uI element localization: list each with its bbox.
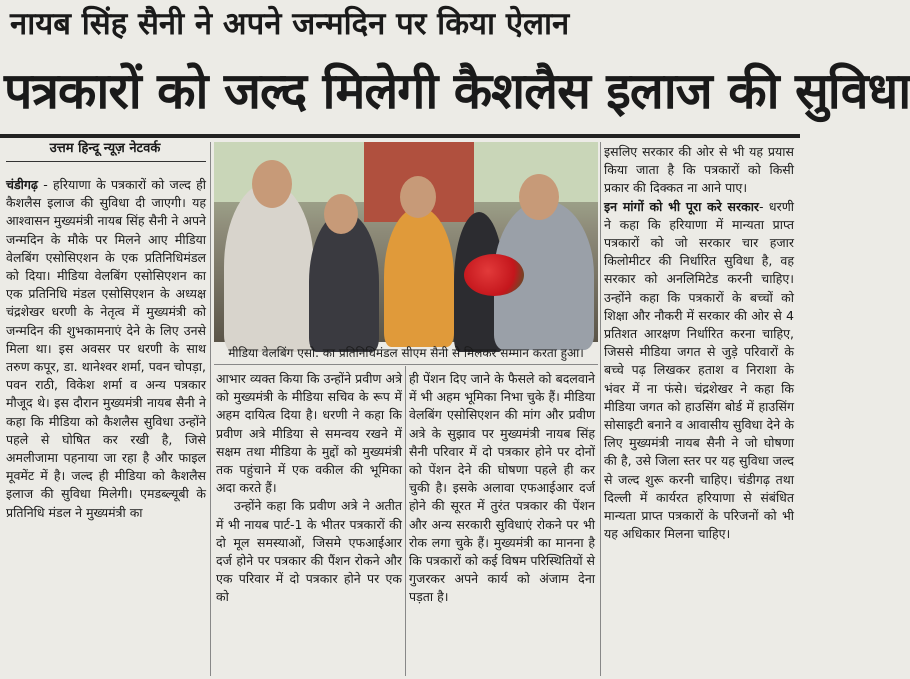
news-photo [214,142,598,342]
photo-face-2 [324,194,358,234]
photo-face-1 [252,160,292,208]
column-4 [604,143,794,676]
dateline: चंडीगढ़ [6,177,38,192]
bouquet [464,254,524,296]
photo-face-4 [519,174,559,220]
col3-text: ही पेंशन दिए जाने के फैसले को बदलवाने में भी अहम भूमिका निभा चुके हैं। मीडिया वेलबिंग एसोसिएशन की मांग और प्रवीण अत्रे के सुझाव पर मुख्यमंत्री नायब सिंह सैनी परिवार में दो पत्रकार होने पर दोनों को पेंशन देने की घोषणा पहले ही कर चुकी है। इसके अलावा एफआईआर दर्ज होने की सूरत में तुरंत पत्रकार की पेंशन और अन्य सरकारी सुविधाएं रोकने पर भी रोक लगा चुके हैं। मुख्यमंत्री का मानना है कि पत्रकारों को कई विषम परिस्थितियों से गुजरकर अपने कार्य को अंजाम देना पड़ता है। [409,371,595,605]
column-divider-3 [600,142,601,676]
column-divider-2 [405,366,406,676]
main-headline: पत्रकारों को जल्द मिलेगी कैशलैस इलाज की सुविधा [4,62,910,120]
photo-caption: मीडिया वेलबिंग एसो. का प्रतिनिधिमंडल सीएम सैनी से मिलकर सम्मान करता हुआ। [214,342,598,365]
subheading: इन मांगों को भी पूरा करे सरकार [604,198,760,214]
column-2 [216,370,402,676]
column-divider-1 [210,142,211,676]
col4-paragraph-1: इसलिए सरकार की ओर से भी यह प्रयास किया जाता है कि पत्रकारों को किसी प्रकार की दिक्कत ना आने पाए। [604,144,794,196]
column-3 [409,370,595,676]
kicker-headline: नायब सिंह सैनी ने अपने जन्मदिन पर किया ऐलान [10,6,570,42]
col4-paragraph-2: - धरणी ने कहा कि हरियाणा में मान्यता प्राप्त पत्रकारों को जो सरकार चार हजार किलोमीटर की निर्धारित सुविधा है, वह सरकार को अनलिमिटेड करनी चाहिए। उन्होंने कहा कि पत्रकारों के बच्चों को शिक्षा और नौकरी में सरकार की ओर से 4 प्रतिशत आरक्षण निर्धारित करना चाहिए, जिससे मीडिया जगत से जुड़े परिवारों के बच्चे पढ़ लिखकर हताश व निराशा के भंवर में ना फंसे। चंद्रशेखर ने कहा कि मीडिया जगत को हाउसिंग बोर्ड में हाउसिंग सोसाइटी बनाने व आवासीय सुविधा देने के लिए मुख्यमंत्री नायब सैनी ने जो घोषणा की है, उसे जिला स्तर पर यह सुविधा जल्द से जल्द शुरू करनी चाहिए। चंडीगढ़ तथा दिल्ली में कार्यरत हरियाणा से संबंधित मान्यता प्राप्त पत्रकारों के परिजनों को भी यह अधिकार मिलना चाहिए। [604,198,794,542]
byline-rule [6,161,206,162]
photo-face-cm [400,176,436,218]
col2-paragraph-1: आभार व्यक्त किया कि उन्होंने प्रवीण अत्रे को मुख्यमंत्री के मीडिया सचिव के रूप में अहम दायित्व दिया है। धरणी ने कहा कि प्रवीण अत्रे मीडिया से समन्वय रखने में सक्षम तथा मीडिया के मुद्दों को मुख्यमंत्री तक पहुंचाने में एक वकील की भूमिका अदा करते हैं। [216,371,402,496]
column-1 [6,176,206,676]
photo-person-cm [384,207,454,347]
col2-paragraph-2: उन्होंने कहा कि प्रवीण अत्रे ने अतीत में भी नायब पार्ट-1 के भीतर पत्रकारों की दो मूल समस्याओं, जिसमे एफआईआर दर्ज होने पर पत्रकार की पैंशन रोकने और एक परिवार में दो पत्रकार होने पर एक को [216,498,402,605]
byline: उत्तम हिन्दू न्यूज़ नेटवर्क [49,141,161,156]
col1-text: - हरियाणा के पत्रकारों को जल्द ही कैशलैस इलाज की सुविधा दी जाएगी। यह आश्वासन मुख्यमंत्री नायब सिंह सैनी ने अपने जन्मदिन के मौके पर मिलने आए मीडिया वेलबिंग एसोसिएशन के एक प्रतिनिधिमंडल को दिया। मीडिया वेलबिंग एसोसिएशन का एक प्रतिनिधि मंडल एसोसिएशन के अध्यक्ष चंद्रशेखर धरणी के नेतृत्व में मुख्यमंत्री को जन्मदिन की शुभकामनाएं देने के लिए उनसे मिला था। इस अवसर पर धरणी के साथ तरुण कपूर, डा. थानेश्वर शर्मा, पवन चोपड़ा, पवन राठी, विकेश शर्मा व अन्य पत्रकार मौजूद थे। इस दौरान मुख्यमंत्री नायब सैनी ने कहा कि मीडिया को कैशलैस सुविधा उन्होंने पहले से घोषित कर रखी है, जिसे अमलीजामा पहनाया जा रहा है और फाइल मूवमेंट में है। जल्द ही मीडिया को कैशलैस इलाज की सुविधा मिलेगी। एमडब्ल्यूबी के प्रतिनिधि मंडल ने मुख्यमंत्री का [6,177,206,520]
